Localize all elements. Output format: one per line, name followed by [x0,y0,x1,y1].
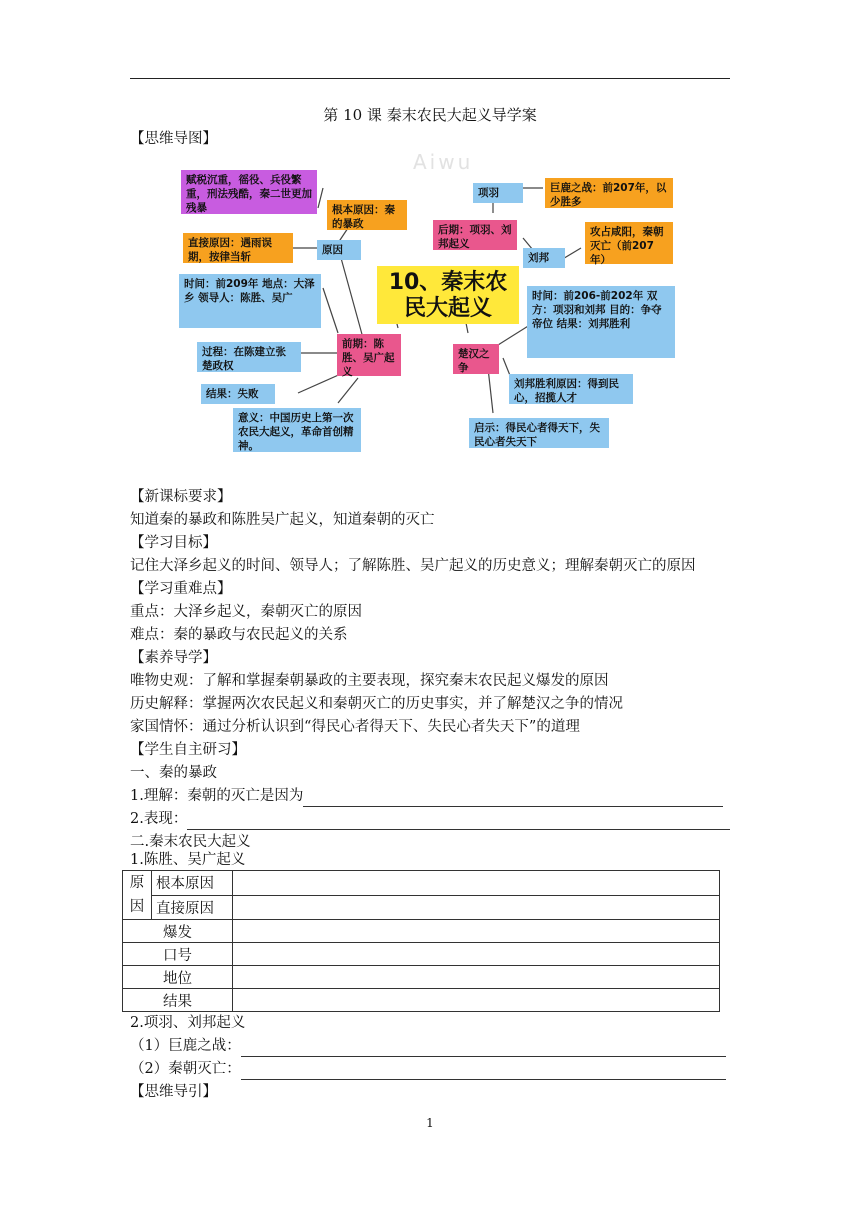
lesson-box: 启示：得民心者得天下，失民心者失天下 [469,418,609,448]
literacy-header: 【素养导学】 [130,650,217,666]
key-header: 【学习重难点】 [130,581,232,597]
sub2-question-1-blank[interactable] [241,1040,726,1057]
chuhan-box: 楚汉之争 [453,344,499,374]
liubang-box: 刘邦 [523,248,565,268]
result-box: 结果：失败 [201,384,275,404]
part2-title: 二.秦末农民大起义 [130,834,251,850]
sub2-question-1-label: （1）巨鹿之战： [130,1038,241,1054]
page-title: 第 10 课 秦末农民大起义导学案 [323,106,537,124]
liubang-win-box: 刘邦胜利原因：得到民心，招揽人才 [509,374,633,404]
table-row [123,895,720,920]
table-row [123,966,720,989]
mindmap-header: 【思维导图】 [130,131,217,147]
result-answer[interactable] [233,989,720,1012]
study-header: 【学生自主研习】 [130,742,246,758]
direct-cause-answer[interactable] [233,895,720,920]
sub2-question-2-blank[interactable] [241,1063,726,1080]
cause-box: 原因 [317,240,361,260]
question-1-label: 1.理解：秦朝的灭亡是因为 [130,788,304,804]
cause-label-top: 原 [129,875,145,891]
literacy-line-1: 唯物史观：了解和掌握秦朝暴政的主要表现，探究秦末农民起义爆发的原因 [130,673,609,689]
curriculum-header: 【新课标要求】 [130,489,232,505]
literacy-line-3: 家国情怀：通过分析认识到“得民心者得天下、失民心者失天下”的道理 [130,719,580,735]
info-box: 时间：前209年 地点：大泽乡 领导人：陈胜、吴广 [179,274,321,328]
result-label: 结果 [123,989,233,1012]
process-box: 过程：在陈建立张楚政权 [197,342,301,372]
status-answer[interactable] [233,966,720,989]
late-period-box: 后期：项羽、刘邦起义 [433,220,517,250]
chuhan-info-box: 时间：前206-前202年 双方：项羽和刘邦 目的：争夺帝位 结果：刘邦胜利 [527,286,675,358]
sub2-title: 2.项羽、刘邦起义 [130,1015,246,1031]
uprising-table [122,870,720,1012]
center-topic: 10、秦末农民大起义 [377,266,519,324]
header-rule [130,78,730,79]
guide-header: 【思维导引】 [130,1084,217,1100]
root-cause-label: 根本原因 [152,871,233,896]
root-cause-box: 根本原因：秦的暴政 [327,200,407,230]
question-2-answer-blank[interactable] [187,813,730,830]
direct-cause-label: 直接原因 [152,895,233,920]
table-row [123,989,720,1012]
question-1 [130,785,723,807]
curriculum-text: 知道秦的暴政和陈胜吴广起义，知道秦朝的灭亡 [130,512,435,528]
direct-cause-box: 直接原因：遇雨误期，按律当斩 [183,233,293,263]
outbreak-answer[interactable] [233,920,720,943]
root-cause-answer[interactable] [233,871,720,896]
question-2-label: 2.表现： [130,811,188,827]
question-1-answer-blank[interactable] [303,790,723,807]
sub2-question-1 [130,1035,726,1057]
part1-title: 一、秦的暴政 [130,765,217,781]
mind-map-figure [173,148,689,462]
table-row [123,943,720,966]
table-row [123,920,720,943]
difficult-point: 难点：秦的暴政与农民起义的关系 [130,627,348,643]
xiangyu-box: 项羽 [473,183,523,203]
meaning-box: 意义：中国历史上第一次农民大起义，革命首创精神。 [233,408,361,452]
goals-header: 【学习目标】 [130,535,217,551]
page-number: 1 [426,1116,434,1130]
key-point: 重点：大泽乡起义，秦朝灭亡的原因 [130,604,362,620]
sub1-title: 1.陈胜、吴广起义 [130,852,246,868]
table-row [123,871,720,896]
goals-text: 记住大泽乡起义的时间、领导人；了解陈胜、吴广起义的历史意义；理解秦朝灭亡的原因 [130,558,696,574]
literacy-line-2: 历史解释：掌握两次农民起义和秦朝灭亡的历史事实，并了解楚汉之争的情况 [130,696,623,712]
cause-label-bottom: 因 [129,899,145,915]
cause-cell [123,871,152,920]
sub2-question-2-label: （2）秦朝灭亡： [130,1061,241,1077]
early-period-box: 前期：陈胜、吴广起义 [337,334,401,376]
watermark: Aiwu [413,150,474,174]
julu-box: 巨鹿之战：前207年，以少胜多 [545,178,673,208]
sub2-question-2 [130,1058,726,1080]
status-label: 地位 [123,966,233,989]
outbreak-label: 爆发 [123,920,233,943]
slogan-label: 口号 [123,943,233,966]
question-2 [130,808,730,830]
slogan-answer[interactable] [233,943,720,966]
xianyang-box: 攻占咸阳，秦朝灭亡（前207年） [585,222,673,264]
tyranny-box: 赋税沉重，徭役、兵役繁重，刑法残酷，秦二世更加残暴 [181,170,317,214]
